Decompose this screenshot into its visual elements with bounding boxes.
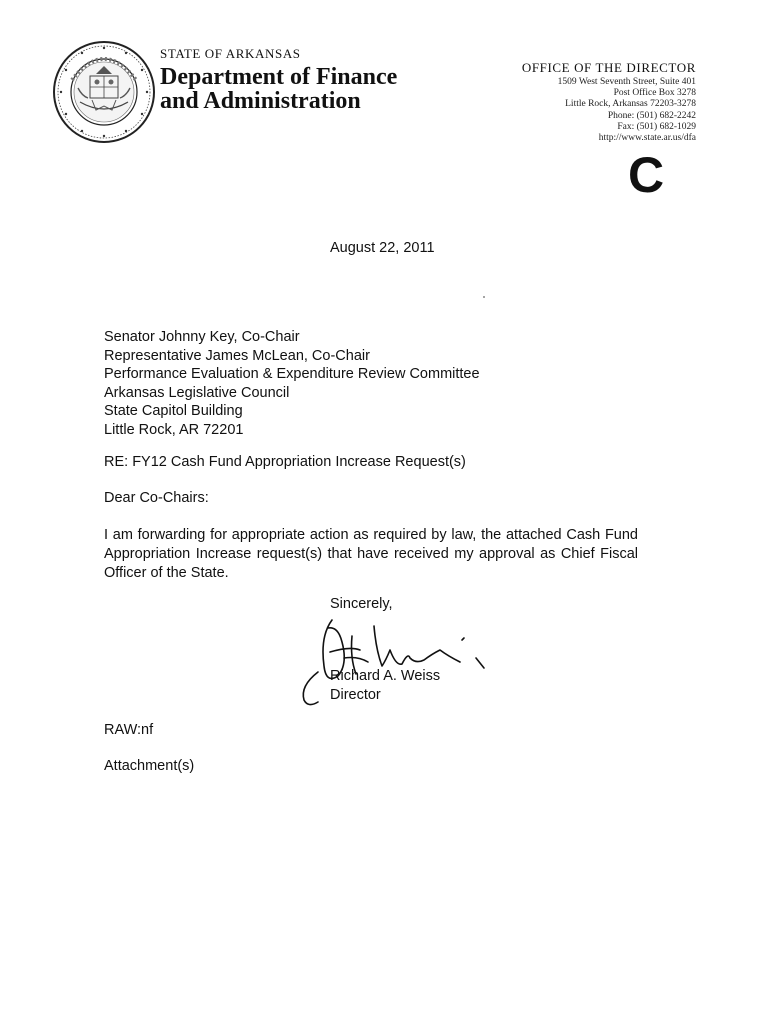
office-contact-block: [522, 60, 696, 144]
scan-speck: [483, 296, 485, 298]
office-heading: OFFICE OF THE DIRECTOR: [521, 60, 696, 75]
office-address-city: Little Rock, Arkansas 72203-3278: [565, 99, 696, 110]
office-website: http://www.state.ar.us/dfa: [598, 133, 696, 144]
recipient-line: Senator Johnny Key, Co-Chair: [104, 329, 300, 345]
letter-date: August 22, 2011: [330, 240, 435, 256]
subject-line: RE: FY12 Cash Fund Appropriation Increase Request(s): [104, 454, 466, 470]
signer-name: Richard A. Weiss: [330, 668, 441, 684]
recipient-line: Performance Evaluation & Expenditure Review Committee: [104, 366, 480, 383]
recipient-line: Representative James McLean, Co-Chair: [104, 347, 370, 364]
recipient-line: Arkansas Legislative Council: [104, 384, 290, 401]
enclosure-notation: Attachment(s): [104, 758, 195, 774]
recipient-line: State Capitol Building: [104, 403, 243, 420]
recipient-address: [104, 328, 480, 440]
body-paragraph: I am forwarding for appropriate action as required by law, the attached Cash Fund Appropriation Increase request(s) that have received my approval as Chief Fiscal Officer of the State.: [104, 527, 638, 581]
office-phone: Phone: (501) 682-2242: [607, 110, 696, 121]
salutation: Dear Co-Chairs:: [104, 490, 209, 506]
agency-name: [160, 46, 397, 113]
department-name-line1: Department of Finance: [160, 64, 398, 90]
state-seal-logo: [52, 40, 156, 144]
office-fax: Fax: (501) 682-1029: [617, 121, 696, 132]
exhibit-mark: C: [628, 147, 665, 203]
closing: Sincerely,: [330, 596, 393, 612]
typist-initials: RAW:nf: [104, 722, 154, 738]
handwritten-signature: [290, 606, 510, 710]
signer-title: Director: [330, 687, 381, 703]
recipient-line: Little Rock, AR 72201: [104, 421, 244, 438]
office-address-pobox: Post Office Box 3278: [613, 88, 696, 99]
department-name-line2: and Administration: [160, 88, 361, 114]
office-address-street: 1509 West Seventh Street, Suite 401: [557, 77, 696, 87]
state-name: STATE OF ARKANSAS: [160, 46, 301, 61]
